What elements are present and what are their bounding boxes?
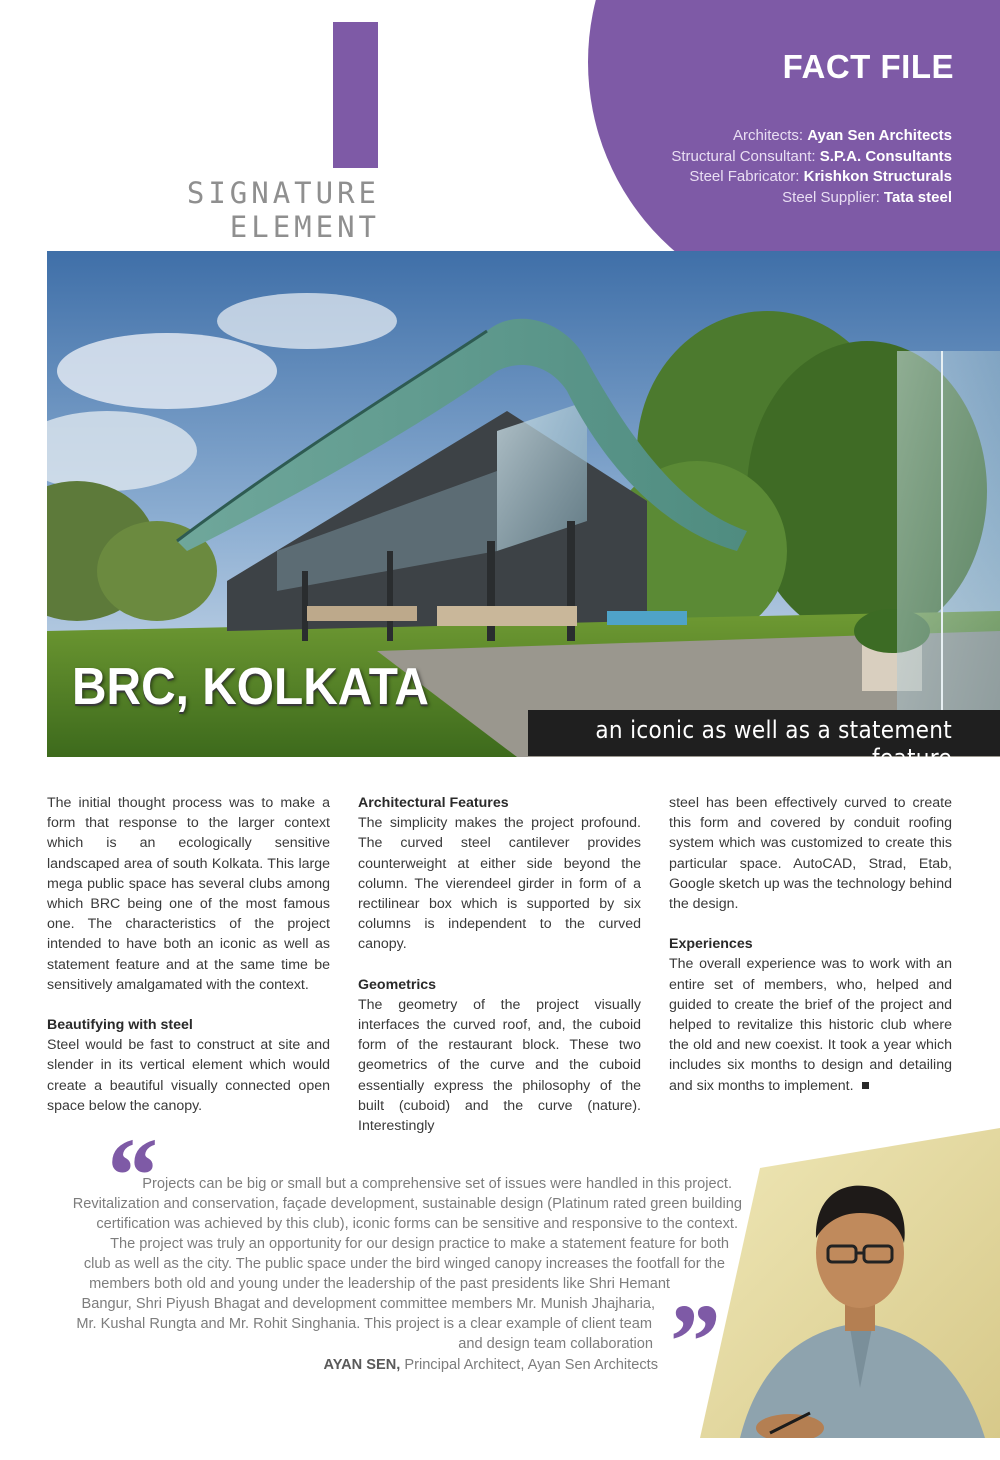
section-body: Steel would be fast to construct at site and slender in its vertical element which would create a beautiful visually connected open space below the canopy. xyxy=(47,1037,330,1114)
quote-line: Mr. Kushal Rungta and Mr. Rohit Singhania. This project is a clear example of client team xyxy=(76,1316,652,1332)
quote-attribution xyxy=(324,1357,659,1373)
section-heading: Geometrics xyxy=(358,976,437,993)
hero-title: BRC, KOLKATA xyxy=(72,658,429,716)
article-column-2 xyxy=(358,793,641,1136)
section-accent-bar-top xyxy=(333,22,378,168)
fact-file-title: FACT FILE xyxy=(782,48,954,85)
quote-line: members both old and young under the leadership of the past presidents like Shri Hemant xyxy=(89,1276,670,1292)
section-heading: Experiences xyxy=(669,936,753,953)
open-quote-icon: “ xyxy=(102,1117,156,1236)
section-body: The geometry of the project visually interfaces the curved roof, and, the cuboid form of the restaurant block. These two geometrics of the curve and the cuboid essentially express the philosophy of the built (cuboid) and the curve (nature). Interestingly xyxy=(358,996,641,1135)
section-body: The simplicity makes the project profound. The curved steel cantilever provides counterweight at either side beyond the column. The vierendeel girder in form of a rectilinear box which is supported by six columns is independent to the curved canopy. xyxy=(358,815,641,953)
close-quote-icon: ” xyxy=(664,1283,718,1402)
section-label-line1: SIGNATURE xyxy=(186,176,380,210)
hero-tagline: an iconic as well as a statement feature xyxy=(595,716,952,772)
section-label xyxy=(150,176,380,244)
quote-line: Projects can be big or small but a comprehensive set of issues were handled in this project. xyxy=(142,1176,732,1192)
section-body: steel has been effectively curved to create this form and covered by conduit roofing system which was customized to create this particular space. AutoCAD, Strad, Etab, Google sketch up was the technology behind the design. xyxy=(669,795,952,913)
quote-author: AYAN SEN, xyxy=(323,1357,401,1373)
fact-item: Architects: Ayan Sen Architects xyxy=(733,127,952,144)
quote-line: club as well as the city. The public space under the bird winged canopy increases the footfall for the xyxy=(83,1256,725,1272)
quote-line: The project was truly an opportunity for our design practice to make a statement feature for both xyxy=(110,1236,729,1252)
fact-item: Steel Supplier: Tata steel xyxy=(782,188,952,206)
author-portrait xyxy=(700,1128,1000,1438)
quote-author-role: Principal Architect, Ayan Sen Architects xyxy=(404,1357,658,1373)
end-mark-icon xyxy=(862,1082,869,1089)
fact-item: Structural Consultant: S.P.A. Consultants xyxy=(671,147,952,165)
article-column-3 xyxy=(669,793,952,1096)
fact-file-list xyxy=(671,126,952,208)
article-column-1 xyxy=(47,793,330,1116)
section-body: The overall experience was to work with an entire set of members, who, helped and guided to create the brief of the project and helped to revitalize this historic club where the old and new coexist. It took a year which includes six months to design and detailing and six months to implement. xyxy=(669,956,952,1094)
fact-item: Steel Fabricator: Krishkon Structurals xyxy=(689,168,952,185)
section-heading: Architectural Features xyxy=(358,795,509,811)
section-heading: Beautifying with steel xyxy=(47,1017,193,1034)
quote-line: and design team collaboration xyxy=(458,1336,653,1352)
section-label-line2: ELEMENT xyxy=(229,210,380,244)
quote-line: certification was achieved by this club), iconic forms can be sensitive and responsive to the context. xyxy=(96,1216,738,1232)
quote-line: Revitalization and conservation, façade development, sustainable design (Platinum rated green building xyxy=(72,1196,742,1212)
quote-line: Bangur, Shri Piyush Bhagat and development committee members Mr. Munish Jhajharia, xyxy=(81,1296,655,1312)
intro-paragraph: The initial thought process was to make a form that response to the larger context which is an ecologically sensitive landscaped area of south Kolkata. This large mega public space has several clubs among which BRC being one of the most famous one. The characteristics of the project intended to have both an iconic as well as statement feature and at the same time be sensitively amalgamated with the context. xyxy=(47,795,330,993)
